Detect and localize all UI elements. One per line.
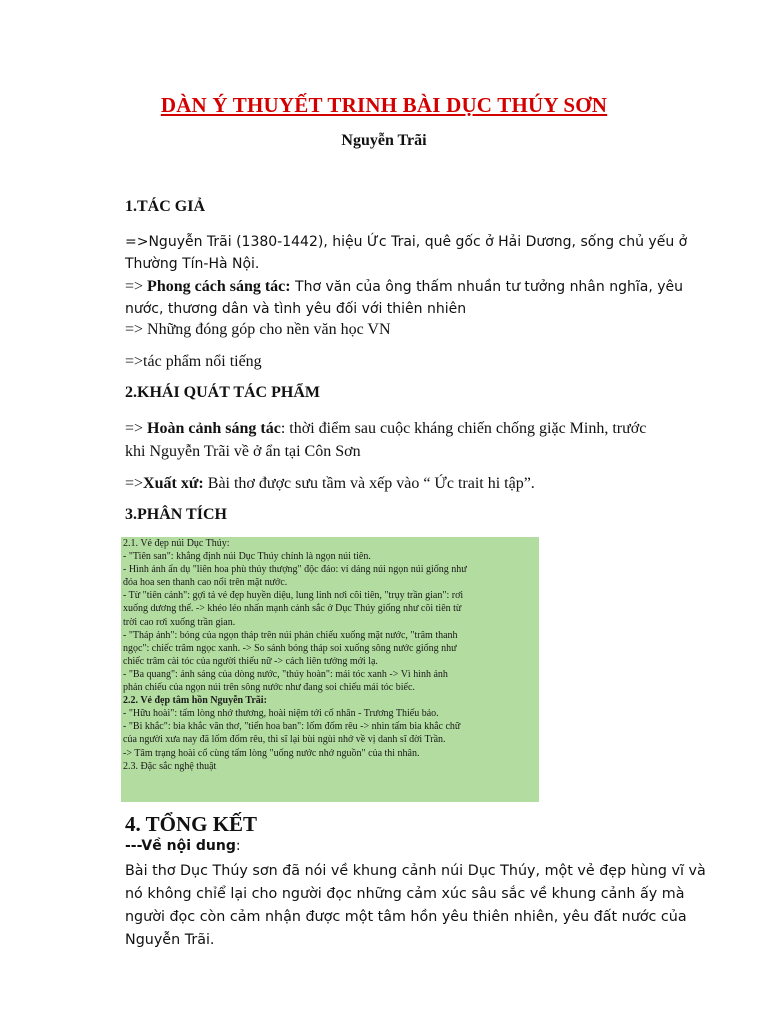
summary-line: nó không chỉể lại cho người đọc những cảm xúc sâu sắc về khung cảnh ấy mà	[125, 886, 685, 902]
analysis-subheading: 2.2. Vẻ đẹp tâm hồn Nguyễn Trãi:	[123, 695, 267, 707]
style-line1	[125, 276, 725, 298]
origin-text: Bài thơ được sưu tầm và xếp vào “ Ức trait hi tập”.	[203, 475, 535, 492]
context-line2: khi Nguyễn Trãi về ở ẩn tại Côn Sơn	[125, 443, 361, 460]
summary-line: Bài thơ Dục Thúy sơn đã nói về khung cảnh núi Dục Thúy, một vẻ đẹp hùng vĩ và	[125, 863, 706, 879]
analysis-line: - "Tháp ảnh": bóng của ngọn tháp trên núi phản chiếu xuống mặt nước, "trâm thanh	[123, 629, 458, 641]
author-name: Nguyễn Trãi	[341, 132, 427, 149]
summary-line: Nguyễn Trãi.	[125, 932, 215, 948]
page-title: DÀN Ý THUYẾT TRINH BÀI DỤC THÚY SƠN	[160, 93, 608, 117]
analysis-line: - "Ba quang": ánh sáng của dòng nước, "thúy hoàn": mái tóc xanh -> Vì hình ảnh	[123, 668, 448, 680]
works-line: =>tác phẩm nổi tiếng	[125, 353, 262, 370]
context-prefix: =>	[125, 420, 148, 437]
author-line2: Thường Tín-Hà Nội.	[125, 256, 260, 272]
analysis-line: - "Bi khắc": bia khắc văn thơ, "tiển hoa ban": lốm đốm rêu -> nhìn tấm bia khắc chữ	[123, 721, 461, 733]
section1-heading: 1.TÁC GIẢ	[125, 198, 206, 215]
analysis-line: 2.3. Đặc sắc nghệ thuật	[123, 760, 217, 772]
analysis-line: ngọc": chiếc trâm ngọc xanh. -> So sánh bóng tháp soi xuống sông nước giống như	[123, 642, 457, 654]
analysis-line: 2.1. Vẻ đẹp núi Dục Thúy:	[123, 538, 230, 549]
contribution-line: => Những đóng góp cho nền văn học VN	[125, 321, 391, 338]
content-label: ---Về nội dung	[125, 838, 236, 854]
analysis-line: trời cao rơi xuống trần gian.	[123, 616, 236, 628]
origin-prefix: =>	[125, 475, 144, 492]
content-colon: :	[235, 838, 241, 854]
analysis-box	[121, 537, 539, 802]
content-subheading	[125, 838, 241, 854]
analysis-line: - Hình ảnh ẩn dụ "liên hoa phù thủy thượng" độc đáo: ví dáng núi ngọn núi giống như	[123, 564, 467, 576]
section4-heading: 4. TỔNG KẾT	[125, 812, 258, 836]
analysis-line: chiếc trâm cài tóc của người thiếu nữ -> cách liên tưởng mới lạ.	[123, 655, 378, 667]
analysis-line: đóa hoa sen thanh cao nổi trên mặt nước.	[123, 577, 288, 589]
context-line1	[125, 418, 725, 440]
section2-heading: 2.KHÁI QUÁT TÁC PHẨM	[125, 384, 320, 401]
author-line1: =>Nguyễn Trãi (1380-1442), hiệu Ức Trai, quê gốc ở Hải Dương, sống chủ yếu ở	[125, 234, 688, 250]
analysis-line: - Từ "tiên cảnh": gợi tả vẻ đẹp huyền diệu, lung linh nơi cõi tiên, "trụy trần gian": rơi	[123, 590, 464, 602]
analysis-line: -> Tâm trạng hoài cổ cùng tấm lòng "uống nước nhớ nguồn" của thi nhân.	[123, 747, 420, 759]
analysis-line: phản chiếu của ngọn núi trên sông nước như đang soi chiếu mái tóc biếc.	[123, 682, 415, 694]
summary-line: người đọc còn cảm nhận được một tâm hồn yêu thiên nhiên, yêu đất nước của	[125, 909, 687, 925]
context-label: Hoàn cảnh sáng tác	[147, 420, 281, 437]
section3-heading: 3.PHÂN TÍCH	[125, 506, 227, 523]
summary-paragraph	[125, 860, 745, 952]
style-text1: Thơ văn của ông thấm nhuần tư tưởng nhân nghĩa, yêu	[290, 279, 683, 295]
style-prefix: =>	[125, 278, 148, 295]
analysis-line: - "Hữu hoài": tấm lòng nhớ thương, hoài niệm tới cố nhân - Trương Thiếu bảo.	[123, 708, 439, 720]
analysis-line: xuống dương thế. -> khéo léo nhấn mạnh cảnh sắc ở Dục Thúy giống như cõi tiên từ	[123, 603, 462, 615]
analysis-line: - "Tiên san": khẳng định núi Dục Thúy chính là ngọn núi tiên.	[123, 551, 371, 563]
style-label: Phong cách sáng tác:	[147, 278, 291, 295]
origin-label: Xuất xứ:	[143, 475, 204, 492]
style-line2: nước, thương dân và tình yêu đối với thiên nhiên	[125, 301, 467, 317]
origin-line	[125, 473, 725, 495]
analysis-line: của người xưa nay đã lốm đốm rêu, thi sĩ lại bùi ngùi nhớ về vị danh sĩ đời Trần.	[123, 734, 446, 746]
context-text1: : thời điểm sau cuộc kháng chiến chống giặc Minh, trước	[280, 420, 647, 437]
